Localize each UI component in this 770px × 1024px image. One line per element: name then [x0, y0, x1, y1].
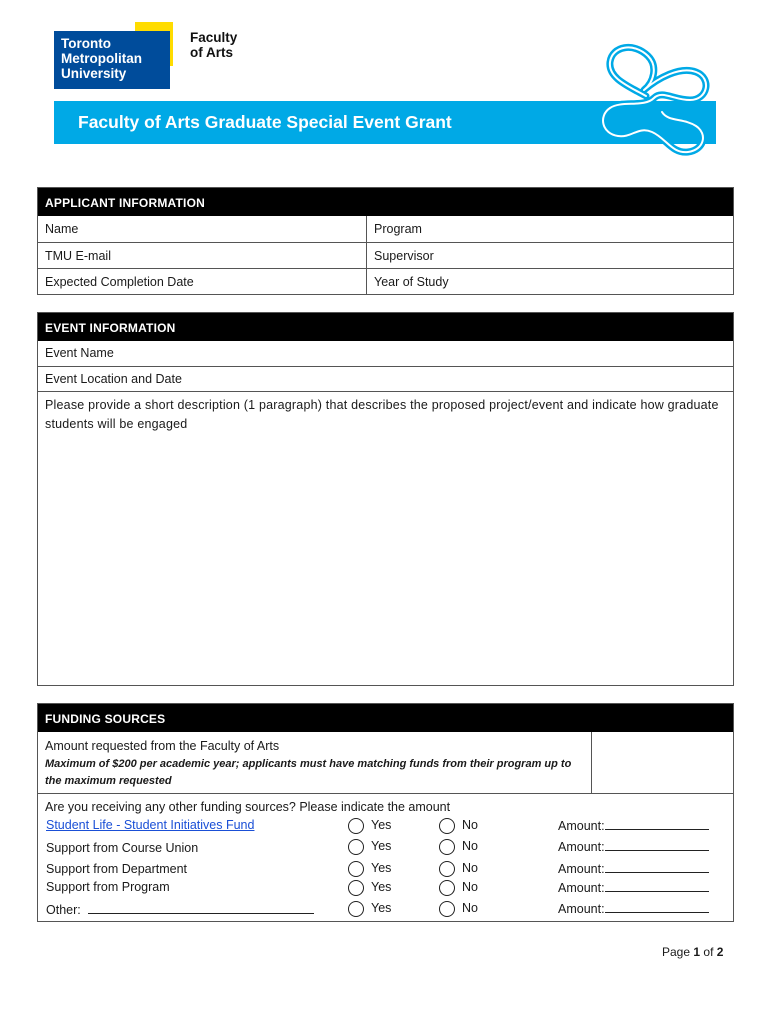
yes-radio-student-fund[interactable]: [348, 818, 364, 834]
course-union-label: Support from Course Union: [46, 841, 199, 855]
university-logo: [54, 31, 170, 89]
completion-date-field[interactable]: Expected Completion Date: [38, 269, 367, 294]
event-description-field[interactable]: Please provide a short description (1 paragraph) that describes the proposed project/event and indicate how graduate students will be engaged: [38, 391, 733, 685]
amount-requested-input[interactable]: [592, 732, 733, 793]
amount-label: Amount:: [558, 881, 605, 895]
amount-label: Amount:: [558, 902, 605, 916]
yes-label: Yes: [371, 839, 392, 853]
event-heading: EVENT INFORMATION: [38, 313, 733, 341]
yes-radio-other[interactable]: [348, 901, 364, 917]
yes-label: Yes: [371, 880, 392, 894]
year-of-study-field[interactable]: Year of Study: [374, 275, 449, 289]
no-radio-course-union[interactable]: [439, 839, 455, 855]
student-initiatives-fund-link[interactable]: Student Life - Student Initiatives Fund: [46, 818, 255, 832]
amount-note: Maximum of $200 per academic year; applicants must have matching funds from their program up to the maximum requested: [45, 758, 572, 787]
yes-radio-department[interactable]: [348, 861, 364, 877]
page-number: [662, 945, 723, 959]
yes-label: Yes: [371, 818, 392, 832]
no-label: No: [462, 818, 478, 832]
faculty-line-1: Faculty: [190, 30, 238, 45]
amount-input-course-union[interactable]: [605, 839, 709, 851]
form-title: Faculty of Arts Graduate Special Event Grant: [78, 112, 452, 132]
yes-label: Yes: [371, 901, 392, 915]
amount-requested-row: [38, 732, 733, 794]
no-label: No: [462, 901, 478, 915]
funding-heading: FUNDING SOURCES: [38, 704, 733, 732]
logo-line-1: Toronto: [61, 36, 111, 51]
event-section: [37, 312, 734, 686]
yes-radio-course-union[interactable]: [348, 839, 364, 855]
event-name-field[interactable]: Event Name: [45, 346, 114, 360]
no-label: No: [462, 880, 478, 894]
applicant-row: [38, 216, 733, 242]
page-total: 2: [716, 945, 724, 959]
other-source-input[interactable]: [88, 902, 314, 914]
other-source-label: [46, 902, 314, 917]
no-radio-other[interactable]: [439, 901, 455, 917]
logo-line-3: University: [61, 66, 127, 81]
decorative-squiggle-icon: [588, 38, 720, 162]
other-sources-question: Are you receiving any other funding sources? Please indicate the amount: [45, 800, 451, 814]
no-radio-department[interactable]: [439, 861, 455, 877]
no-radio-student-fund[interactable]: [439, 818, 455, 834]
page-word: Page: [662, 945, 691, 959]
amount-row-department: [558, 861, 709, 876]
no-label: No: [462, 839, 478, 853]
faculty-label: [190, 30, 237, 60]
department-label: Support from Department: [46, 862, 188, 876]
faculty-line-2: of Arts: [190, 45, 233, 60]
yes-radio-program[interactable]: [348, 880, 364, 896]
applicant-row: [38, 242, 733, 268]
page-of: of: [703, 945, 714, 959]
email-field[interactable]: TMU E-mail: [38, 243, 367, 268]
no-radio-program[interactable]: [439, 880, 455, 896]
yes-label: Yes: [371, 861, 392, 875]
amount-label: Amount:: [558, 840, 605, 854]
other-label-text: Other:: [46, 903, 81, 917]
amount-label: Amount:: [558, 862, 605, 876]
name-field[interactable]: Name: [38, 216, 367, 242]
amount-row-student-fund: [558, 818, 709, 833]
applicant-heading: APPLICANT INFORMATION: [38, 188, 733, 216]
amount-input-department[interactable]: [605, 861, 709, 873]
program-field[interactable]: Program: [374, 222, 422, 236]
supervisor-field[interactable]: Supervisor: [374, 249, 434, 263]
page-current: 1: [693, 945, 701, 959]
amount-input-other[interactable]: [605, 901, 709, 913]
event-location-field[interactable]: Event Location and Date: [38, 366, 733, 391]
logo-line-2: Metropolitan: [61, 51, 142, 66]
amount-requested-label: Amount requested from the Faculty of Arts: [45, 739, 280, 753]
amount-input-student-fund[interactable]: [605, 818, 709, 830]
applicant-section: [37, 187, 734, 295]
no-label: No: [462, 861, 478, 875]
program-support-label: Support from Program: [46, 880, 170, 894]
amount-row-course-union: [558, 839, 709, 854]
applicant-row: [38, 268, 733, 294]
amount-label: Amount:: [558, 819, 605, 833]
amount-row-program: [558, 880, 709, 895]
amount-requested-label-cell: [38, 732, 592, 793]
amount-row-other: [558, 901, 709, 916]
amount-input-program[interactable]: [605, 880, 709, 892]
